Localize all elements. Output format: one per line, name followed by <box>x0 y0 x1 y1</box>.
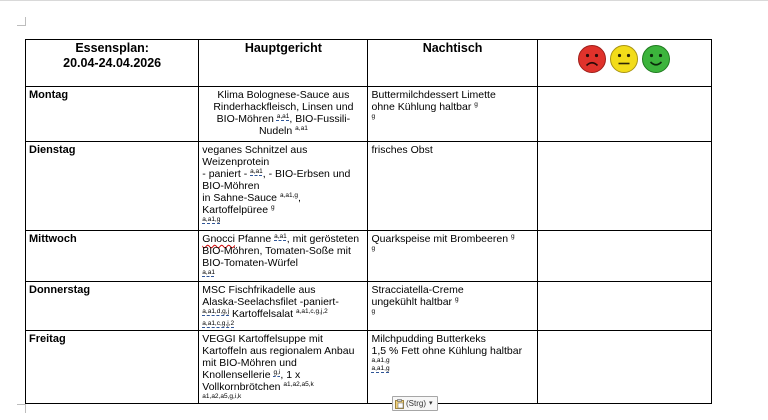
allergen-code: g <box>510 233 515 240</box>
main-text: Weizenprotein <box>202 156 270 168</box>
paste-options-label: (Strg) <box>406 399 426 408</box>
main-text: Kartoffelsalat <box>231 308 294 320</box>
happy-face-icon <box>641 44 671 74</box>
day-label: Mittwoch <box>29 233 77 245</box>
main-text: Gnocci <box>202 233 235 245</box>
main-text: Kartoffeln aus regionalem Anbau <box>202 345 355 357</box>
day-row-mittwoch <box>26 231 712 282</box>
allergen-code: a,a1 <box>274 233 287 240</box>
dessert-text: ohne Kühlung haltbar <box>371 101 472 113</box>
main-text: Knollensellerie <box>202 369 271 381</box>
dessert-cell <box>368 87 537 142</box>
main-dish-cell <box>199 331 368 404</box>
main-dish-cell <box>199 231 368 282</box>
dessert-header <box>368 40 537 87</box>
main-dish-header-label: Hauptgericht <box>244 41 322 55</box>
dessert-cell <box>368 142 537 231</box>
dessert-cell <box>368 331 537 404</box>
rating-cell[interactable] <box>537 142 711 231</box>
allergen-code: g <box>270 204 275 211</box>
dessert-header-label: Nachtisch <box>422 41 483 55</box>
allergen-code: a,a1,g <box>371 357 390 364</box>
dessert-text: Buttermilchdessert Limette <box>371 89 496 101</box>
main-text: , 1 x <box>280 369 301 381</box>
main-text: BIO-Möhren <box>216 113 274 125</box>
plan-title: Essensplan: <box>75 41 149 55</box>
rating-cell[interactable] <box>537 282 711 331</box>
day-row-freitag <box>26 331 712 404</box>
allergen-code: a1,a2,a5,g,i,k <box>202 393 242 400</box>
chevron-down-icon: ▾ <box>429 400 433 407</box>
meal-plan-table <box>25 39 712 404</box>
rating-cell[interactable] <box>537 87 711 142</box>
dessert-text: Quarkspeise mit Brombeeren <box>371 233 509 245</box>
plan-date-range: 20.04-24.04.2026 <box>63 56 162 70</box>
main-text: Nudeln <box>258 125 293 137</box>
day-label: Dienstag <box>29 144 76 156</box>
main-text: Kartoffelpüree <box>202 204 269 216</box>
neutral-face-icon <box>609 44 639 74</box>
dessert-cell <box>368 231 537 282</box>
dessert-text: Stracciatella-Creme <box>371 284 464 296</box>
dessert-text: Milchpudding Butterkeks <box>371 333 486 345</box>
main-text: VEGGI Kartoffelsuppe mit <box>202 333 323 345</box>
main-text: BIO-Tomaten-Würfel <box>202 257 298 269</box>
allergen-code: g <box>371 113 376 120</box>
dessert-text: ungekühlt haltbar <box>371 296 453 308</box>
allergen-code: g <box>474 101 478 108</box>
plan-title-cell <box>26 40 199 87</box>
main-text: Klima Bolognese-Sauce aus <box>217 89 350 101</box>
rating-cell[interactable] <box>537 231 711 282</box>
main-text: , - BIO-Erbsen und <box>262 168 351 180</box>
day-label: Montag <box>29 89 69 101</box>
main-text: MSC Fischfrikadelle aus <box>202 284 316 296</box>
page-top-edge <box>0 0 768 1</box>
allergen-code: a,a1,g <box>202 216 221 223</box>
dessert-text: frisches Obst <box>371 144 433 156</box>
margin-marker-bottom-left <box>17 404 26 413</box>
day-cell <box>26 231 199 282</box>
main-text: BIO-Möhren, Tomaten-Soße mit <box>202 245 351 257</box>
allergen-code: g <box>371 245 376 252</box>
main-text: BIO-Möhren <box>202 180 260 192</box>
allergen-code: a,a1,c,g,j,2 <box>202 320 235 327</box>
dessert-text: 1,5 % Fett ohne Kühlung haltbar <box>371 345 523 357</box>
allergen-code: a1,a2,a5,k <box>283 381 314 388</box>
sad-face-icon <box>577 44 607 74</box>
main-text: Alaska-Seelachsfilet -paniert- <box>202 296 339 308</box>
main-dish-cell <box>199 282 368 331</box>
main-text: Pfanne <box>237 233 272 245</box>
main-text: in Sahne-Sauce <box>202 192 278 204</box>
margin-marker-top-left <box>17 17 26 26</box>
clipboard-icon <box>395 399 404 409</box>
day-row-montag <box>26 87 712 142</box>
main-dish-cell <box>199 87 368 142</box>
day-cell <box>26 87 199 142</box>
main-text: veganes Schnitzel aus <box>202 144 308 156</box>
day-label: Freitag <box>29 333 66 345</box>
day-cell <box>26 282 199 331</box>
main-text: , mit gerösteten <box>286 233 360 245</box>
allergen-code: a,a1 <box>276 113 290 120</box>
main-text: mit BIO-Möhren und <box>202 357 297 369</box>
main-text: Vollkornbrötchen <box>202 381 281 393</box>
allergen-code: a,a1,c,g,j,2 <box>295 308 328 315</box>
day-cell <box>26 142 199 231</box>
paste-options-button[interactable] <box>392 396 438 411</box>
allergen-code: a,a1,g <box>371 365 390 372</box>
dessert-cell <box>368 282 537 331</box>
table-header-row <box>26 40 712 87</box>
allergen-code: g <box>454 296 459 303</box>
allergen-code: a,a1 <box>202 269 215 276</box>
rating-cell[interactable] <box>537 331 711 404</box>
day-cell <box>26 331 199 404</box>
allergen-code: a,a1,d,g,j <box>202 308 230 315</box>
day-row-dienstag <box>26 142 712 231</box>
main-text: , <box>298 192 301 204</box>
day-label: Donnerstag <box>29 284 91 296</box>
allergen-code: g,i <box>273 369 281 376</box>
allergen-code: a,a1 <box>250 168 263 175</box>
main-text: Rinderhackfleisch, Linsen und <box>213 101 354 113</box>
allergen-code: g <box>371 308 376 315</box>
rating-header <box>537 40 711 87</box>
main-text: , BIO-Fussili- <box>289 113 351 125</box>
rating-faces <box>541 42 708 74</box>
allergen-code: a,a1 <box>295 125 308 132</box>
main-text: - paniert - <box>202 168 248 180</box>
main-dish-header <box>199 40 368 87</box>
day-row-donnerstag <box>26 282 712 331</box>
main-dish-cell <box>199 142 368 231</box>
allergen-code: a,a1,g <box>279 192 299 199</box>
